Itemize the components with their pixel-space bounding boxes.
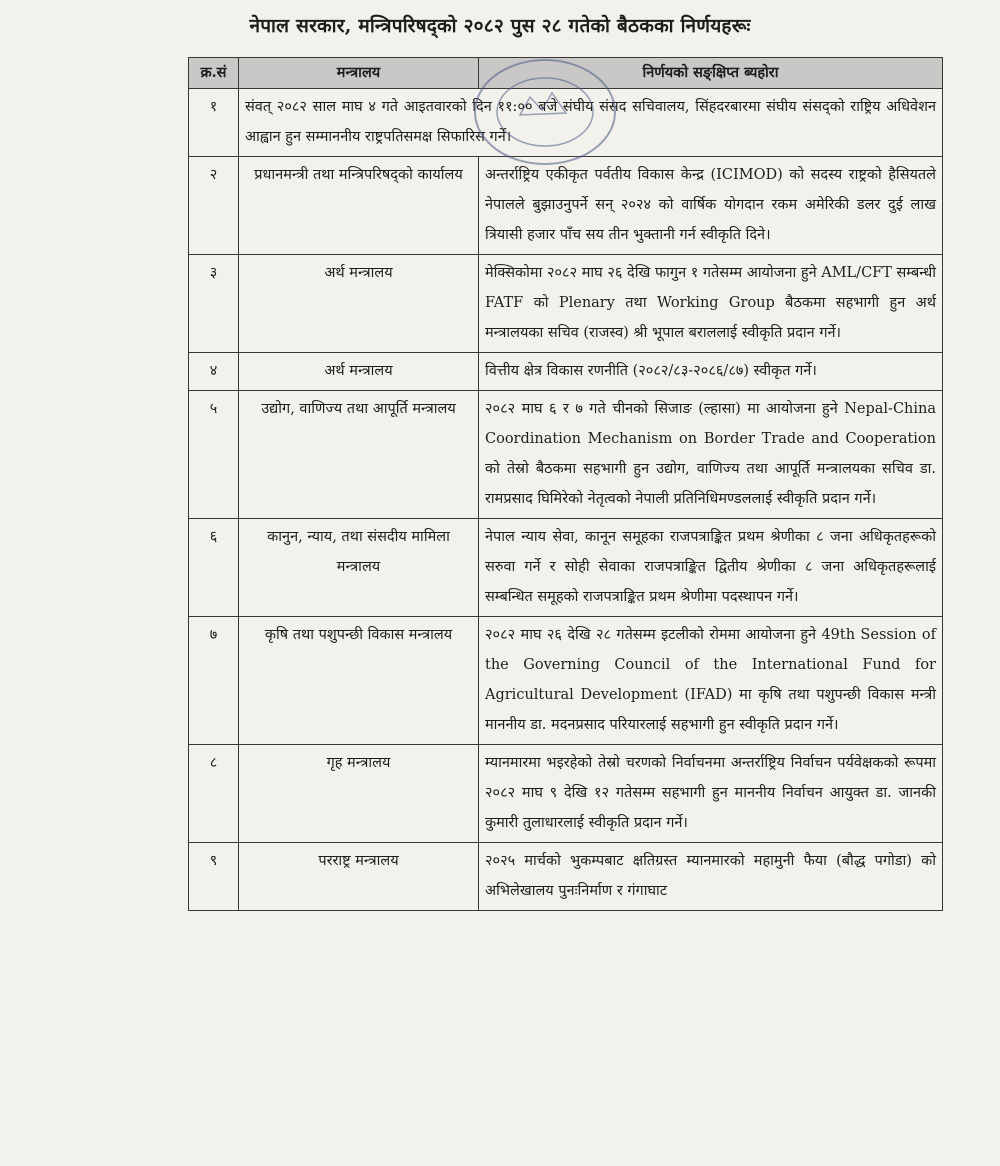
row-decision: २०२५ मार्चको भुकम्पबाट क्षतिग्रस्त म्यानमारको महामुनी फैया (बौद्ध पगोडा) को अभिलेखालय पुनःनिर्माण र गंगाघाट [479, 843, 943, 911]
row-ministry: कानुन, न्याय, तथा संसदीय मामिला मन्त्रालय [239, 519, 479, 617]
row-ministry: अर्थ मन्त्रालय [239, 353, 479, 391]
row-number: २ [189, 157, 239, 255]
row-decision: संवत् २०८२ साल माघ ४ गते आइतवारको दिन ११:०० बजे संघीय संसद सचिवालय, सिंहदरबारमा संघीय संसद्को राष्ट्रिय अधिवेशन आह्वान हुन सम्माननीय राष्ट्रपतिसमक्ष सिफारिस गर्ने। [239, 89, 943, 157]
header-decision: निर्णयको सङ्क्षिप्त ब्यहोरा [479, 58, 943, 89]
table-row [189, 843, 943, 911]
table-row [189, 353, 943, 391]
row-number: ३ [189, 255, 239, 353]
row-ministry: अर्थ मन्त्रालय [239, 255, 479, 353]
header-number: क्र.सं [189, 58, 239, 89]
row-number: ४ [189, 353, 239, 391]
row-ministry: परराष्ट्र मन्त्रालय [239, 843, 479, 911]
row-decision: वित्तीय क्षेत्र विकास रणनीति (२०८२/८३-२०८६/८७) स्वीकृत गर्ने। [479, 353, 943, 391]
row-ministry: कृषि तथा पशुपन्छी विकास मन्त्रालय [239, 617, 479, 745]
row-number: ५ [189, 391, 239, 519]
page-title: नेपाल सरकार, मन्त्रिपरिषद्को २०८२ पुस २८ गतेको बैठकका निर्णयहरूः [249, 15, 751, 37]
table-row [189, 745, 943, 843]
row-ministry: गृह मन्त्रालय [239, 745, 479, 843]
row-number: १ [189, 89, 239, 157]
row-decision: मेक्सिकोमा २०८२ माघ २६ देखि फागुन १ गतेसम्म आयोजना हुने AML/CFT सम्बन्धी FATF को Plenary तथा Working Group बैठकमा सहभागी हुन अर्थ मन्त्रालयका सचिव (राजस्व) श्री भूपाल बराललाई स्वीकृति प्रदान गर्ने। [479, 255, 943, 353]
table-row [189, 157, 943, 255]
row-number: ६ [189, 519, 239, 617]
table-row [189, 391, 943, 519]
row-number: ७ [189, 617, 239, 745]
table-row [189, 89, 943, 157]
row-ministry: उद्योग, वाणिज्य तथा आपूर्ति मन्त्रालय [239, 391, 479, 519]
table-header-row [189, 58, 943, 89]
row-ministry: प्रधानमन्त्री तथा मन्त्रिपरिषद्को कार्यालय [239, 157, 479, 255]
row-number: ८ [189, 745, 239, 843]
table-row [189, 617, 943, 745]
decisions-table [188, 57, 943, 911]
row-decision: २०८२ माघ २६ देखि २८ गतेसम्म इटलीको रोममा आयोजना हुने 49th Session of the Governing Council of the International Fund for Agricultural Development (IFAD) मा कृषि तथा पशुपन्छी विकास मन्त्री माननीय डा. मदनप्रसाद परियारलाई सहभागी हुन स्वीकृति प्रदान गर्ने। [479, 617, 943, 745]
table-row [189, 519, 943, 617]
row-decision: म्यानमारमा भइरहेको तेस्रो चरणको निर्वाचनमा अन्तर्राष्ट्रिय निर्वाचन पर्यवेक्षकको रूपमा २०८२ माघ ९ देखि १२ गतेसम्म सहभागी हुन माननीय निर्वाचन आयुक्त डा. जानकी कुमारी तुलाधारलाई स्वीकृति प्रदान गर्ने। [479, 745, 943, 843]
row-decision: नेपाल न्याय सेवा, कानून समूहका राजपत्राङ्कित प्रथम श्रेणीका ८ जना अधिकृतहरूको सरुवा गर्ने र सोही सेवाका राजपत्राङ्कित द्वितीय श्रेणीका ८ जना अधिकृतहरूलाई सम्बन्धित समूहको राजपत्राङ्कित प्रथम श्रेणीमा पदस्थापन गर्ने। [479, 519, 943, 617]
row-decision: २०८२ माघ ६ र ७ गते चीनको सिजाङ (ल्हासा) मा आयोजना हुने Nepal-China Coordination Mechanism on Border Trade and Cooperation को तेस्रो बैठकमा सहभागी हुन उद्योग, वाणिज्य तथा आपूर्ति मन्त्रालयका सचिव डा. रामप्रसाद घिमिरेको नेतृत्वको नेपाली प्रतिनिधिमण्डललाई स्वीकृति प्रदान गर्ने। [479, 391, 943, 519]
row-number: ९ [189, 843, 239, 911]
table-row [189, 255, 943, 353]
header-ministry: मन्त्रालय [239, 58, 479, 89]
row-decision: अन्तर्राष्ट्रिय एकीकृत पर्वतीय विकास केन्द्र (ICIMOD) को सदस्य राष्ट्रको हैसियतले नेपालले बुझाउनुपर्ने सन् २०२४ को वार्षिक योगदान रकम अमेरिकी डलर दुई लाख त्रियासी हजार पाँच सय तीन भुक्तानी गर्न स्वीकृति दिने। [479, 157, 943, 255]
